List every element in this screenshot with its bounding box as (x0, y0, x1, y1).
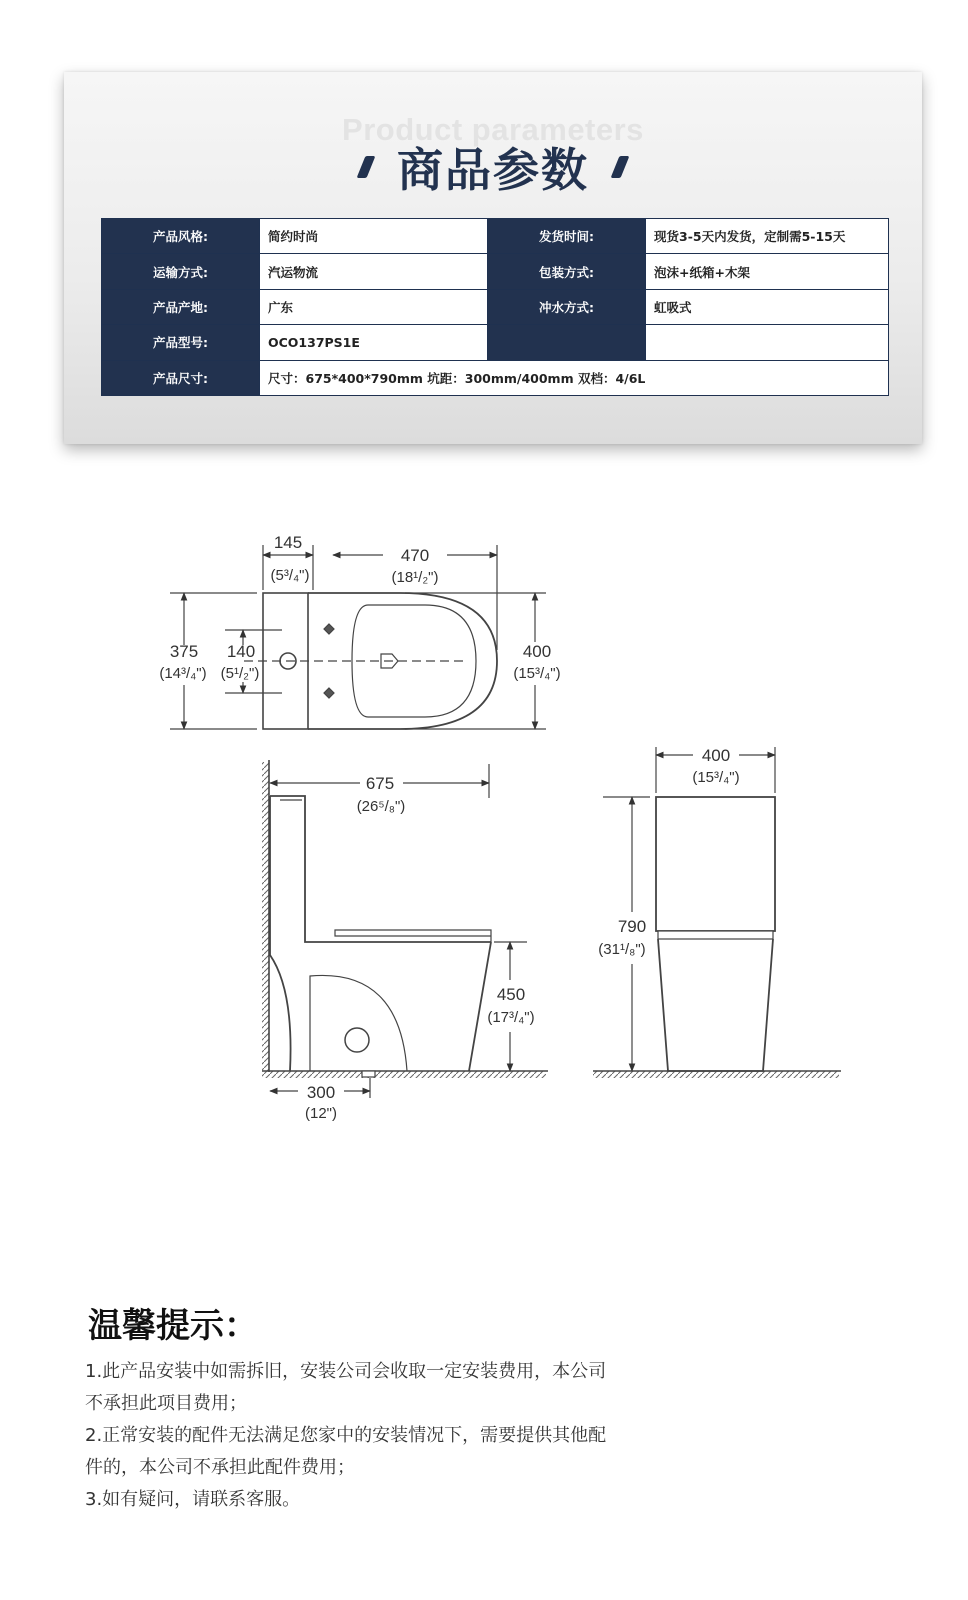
flush-label: 冲水方式: (488, 289, 646, 324)
flush-value: 虹吸式 (646, 289, 889, 324)
dim-bowl-length-in: (18¹/₂") (391, 569, 439, 586)
ship-time-value: 现货3-5天内发货，定制需5-15天 (646, 219, 889, 254)
dim-front-width-in: (15³/₄") (692, 769, 740, 786)
transport-label: 运输方式: (102, 254, 260, 289)
style-value: 简约时尚 (260, 219, 488, 254)
tip-line-1a: 1.此产品安装中如需拆旧，安装公司会收取一定安装费用，本公司 (85, 1361, 607, 1382)
dim-total-height-mm: 790 (617, 917, 647, 936)
dim-tank-width-in: (14³/₄") (159, 665, 207, 682)
dim-seat-height-in: (17³/₄") (487, 1009, 535, 1026)
dim-tank-width-mm: 375 (169, 642, 199, 661)
dim-bowl-length-mm: 470 (400, 546, 430, 565)
ship-time-label: 发货时间: (488, 219, 646, 254)
dim-total-length-in: (26⁵/₈") (356, 798, 406, 815)
dim-total-height-in: (31¹/₈") (598, 941, 646, 958)
package-value: 泡沫+纸箱+木架 (646, 254, 889, 289)
model-label: 产品型号: (102, 325, 260, 360)
dim-seat-height-mm: 450 (496, 985, 526, 1004)
model-value: OCO137PS1E (260, 325, 488, 360)
package-label: 包装方式: (488, 254, 646, 289)
tip-line-3: 3.如有疑问，请联系客服。 (85, 1489, 301, 1510)
dim-total-length-mm: 675 (365, 774, 395, 793)
top-view (170, 545, 546, 729)
size-label: 产品尺寸: (102, 360, 260, 395)
tip-line-2b: 件的，本公司不承担此配件费用； (85, 1457, 355, 1478)
tip-line-1b: 不承担此项目费用； (85, 1393, 247, 1414)
dim-tank-depth-mm: 145 (273, 533, 303, 552)
size-value: 尺寸：675*400*790mm 坑距：300mm/400mm 双档：4/6L (260, 360, 889, 395)
tip-line-2a: 2.正常安装的配件无法满足您家中的安装情况下，需要提供其他配 (85, 1425, 607, 1446)
dim-bowl-width-in: (15³/₄") (513, 665, 561, 682)
dim-outlet-offset-mm: 140 (226, 642, 256, 661)
section-title: 商品参数 (397, 143, 589, 197)
watermark-heading: Product parameters (342, 112, 644, 147)
dim-front-width-mm: 400 (701, 746, 731, 765)
style-label: 产品风格: (102, 219, 260, 254)
dim-rough-in-in: (12") (305, 1105, 337, 1122)
dim-tank-depth-in: (5³/₄") (270, 567, 310, 584)
tips-title: 温馨提示： (88, 1306, 258, 1346)
transport-value: 汽运物流 (260, 254, 488, 289)
dim-outlet-offset-in: (5¹/₂") (220, 665, 260, 682)
origin-value: 广东 (260, 289, 488, 324)
dim-rough-in-mm: 300 (306, 1083, 336, 1102)
front-view (593, 747, 841, 1078)
dim-bowl-width-mm: 400 (522, 642, 552, 661)
tips-list (85, 1356, 705, 1516)
origin-label: 产品产地: (102, 289, 260, 324)
